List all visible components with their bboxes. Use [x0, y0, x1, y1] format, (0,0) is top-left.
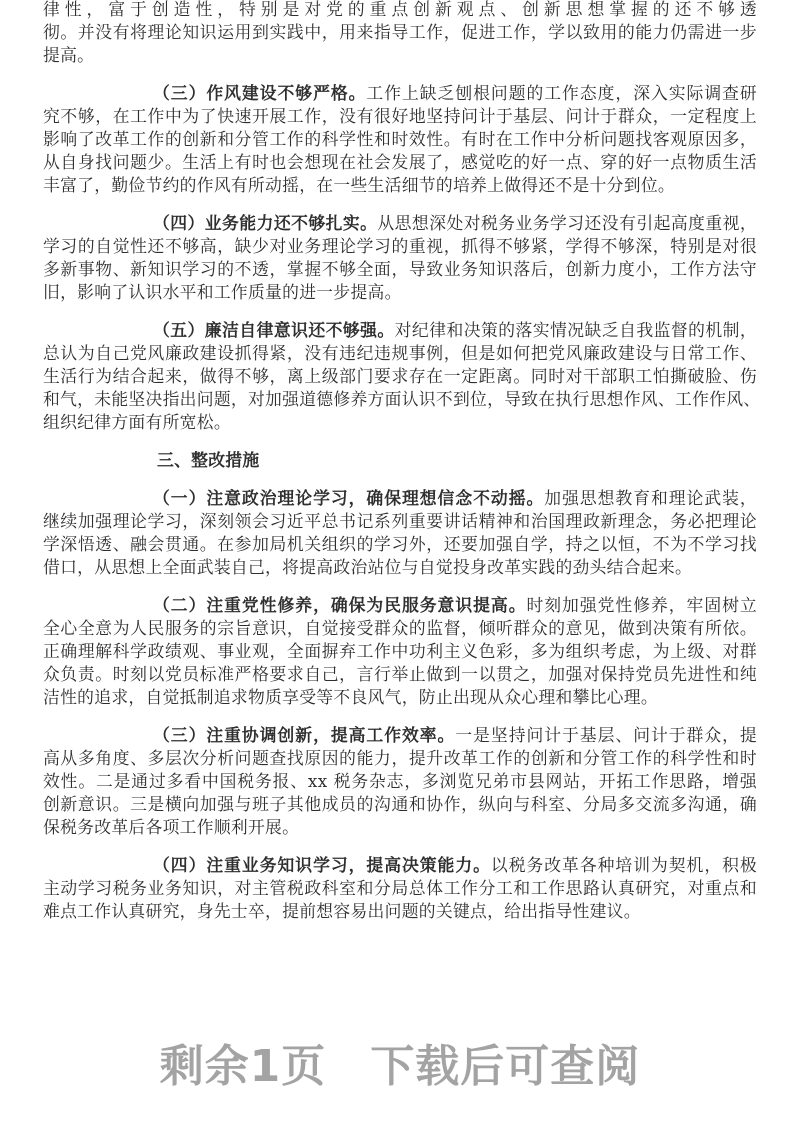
text-line [43, 724, 757, 747]
item-text: 对纪律和决策的落实情况缺乏自我监督的机制， [394, 320, 757, 340]
text-line: 借口，从思想上全面武装自己，将提高政治站位与自觉投身改革实践的劲头结合起来。 [43, 557, 693, 577]
text-line: 彻。并没有将理论知识运用到实践中，用来指导工作，促进工作，学以致用的能力仍需进一步 [43, 22, 757, 42]
item-text: 以税务改革各种培训为契机，积极 [490, 855, 757, 875]
text-line: 难点工作认真研究，身先士卒，提前想容易出问题的关键点，给出指导性建议。 [43, 901, 641, 921]
paragraph [43, 594, 757, 709]
remaining-pages-label: 剩余1页 [159, 1041, 327, 1092]
item-text: 一是坚持问计于基层、问计于群众，提 [455, 725, 757, 745]
paragraph [43, 854, 757, 923]
text-line [43, 594, 757, 617]
text-line: 究不够，在工作中为了快速开展工作，没有很好地坚持问计于基层、问计于群众，一定程度上 [43, 106, 757, 126]
download-hint-label: 下载后可查阅 [370, 1041, 641, 1092]
text-line: 律性，富于创造性，特别是对党的重点创新观点、创新思想掌握的还不够透 [43, 0, 757, 19]
paragraph [43, 212, 757, 304]
text-line: 影响了改革工作的创新和分管工作的科学性和时效性。有时在工作中分析问题找客观原因多， [43, 129, 757, 149]
paragraph [43, 319, 761, 434]
paragraph [43, 724, 757, 839]
section-heading [43, 449, 757, 472]
text-line: 继续加强理论学习，深刻领会习近平总书记系列重要讲话精神和治国理政新理念，务必把理论 [43, 511, 757, 531]
text-line: 学深悟透、融会贯通。在参加局机关组织的学习外，还要加强自学，持之以恒，不为不学习找 [43, 534, 757, 554]
text-line: 提高。 [43, 45, 95, 65]
text-line [43, 487, 757, 510]
text-line [43, 212, 757, 235]
text-line: 三、整改措施 [157, 450, 260, 470]
text-line: 主动学习税务业务知识，对主管税政科室和分局总体工作分工和工作思路认真研究，对重点和 [43, 878, 757, 898]
text-line: 总认为自己党风廉政建设抓得紧，没有违纪违规事例，但是如何把党风廉政建设与日常工作、 [43, 343, 757, 363]
text-line: 创新意识。三是横向加强与班子其他成员的沟通和协作，纵向与科室、分局多交流多沟通，确 [43, 794, 757, 814]
item-title: （一）注意政治理论学习，确保理想信念不动摇。 [153, 488, 545, 508]
item-title: （三）作风建设不够严格。 [153, 83, 367, 103]
text-line: 洁性的追求，自觉抵制追求物质享受等不良风气，防止出现从众心理和攀比心理。 [43, 687, 658, 707]
text-line: 正确理解科学政绩观、事业观，全面摒弃工作中功利主义色彩，多为组织考虑，为上级、对群 [43, 641, 757, 661]
text-line: 效性。二是通过多看中国税务报、xx 税务杂志，多浏览兄弟市县网站，开拓工作思路，增强 [43, 771, 757, 791]
item-title: （四）业务能力还不够扎实。 [153, 213, 378, 233]
text-line: 多新事物、新知识学习的不透，掌握不够全面，导致业务知识落后，创新力度小，工作方法守 [43, 259, 757, 279]
item-title: （五）廉洁自律意识还不够强。 [153, 320, 395, 340]
paragraph [43, 0, 757, 67]
text-line: 学习的自觉性还不够高，缺少对业务理论学习的重视，抓得不够紧，学得不够深，特别是对很 [43, 236, 757, 256]
paragraph [43, 487, 757, 579]
item-title: （四）注重业务知识学习，提高决策能力。 [153, 855, 491, 875]
item-text: 加强思想教育和理论武装， [544, 488, 757, 508]
text-line: 丰富了，勤俭节约的作风有所动摇，在一些生活细节的培养上做得还不是十分到位。 [43, 175, 676, 195]
text-line: 保税务改革后各项工作顺利开展。 [43, 817, 300, 837]
item-title: （三）注重协调创新，提高工作效率。 [153, 725, 456, 745]
document-body [43, 0, 761, 923]
text-line [43, 82, 757, 105]
text-line: 和气，未能坚决指出问题，对加强道德修养方面认识不到位，导致在执行思想作风、工作作风、 [43, 389, 761, 409]
text-line: 生活行为结合起来，做得不够，离上级部门要求存在一定距离。同时对干部职工怕撕破脸、伤 [43, 366, 757, 386]
item-text: 从思想深处对税务业务学习还没有引起高度重视， [377, 213, 757, 233]
download-banner[interactable] [0, 1030, 800, 1094]
item-text: 工作上缺乏刨根问题的工作态度，深入实际调查研 [366, 83, 757, 103]
text-line: 从自身找问题少。生活上有时也会想现在社会发展了，感觉吃的好一点、穿的好一点物质生活 [43, 152, 757, 172]
item-text: 时刻加强党性修养，牢固树立 [526, 595, 757, 615]
paragraph [43, 82, 757, 197]
text-line: 旧，影响了认识水平和工作质量的进一步提高。 [43, 282, 402, 302]
text-line: 组织纪律方面有所宽松。 [43, 412, 231, 432]
text-line: 众负责。时刻以党员标准严格要求自己，言行举止做到一以贯之，加强对保持党员先进性和纯 [43, 664, 757, 684]
text-line: 全心全意为人民服务的宗旨意识，自觉接受群众的监督，倾听群众的意见，做到决策有所依。 [43, 618, 757, 638]
item-title: （二）注重党性修养，确保为民服务意识提高。 [153, 595, 527, 615]
text-line: 高从多角度、多层次分析问题查找原因的能力，提升改革工作的创新和分管工作的科学性和时 [43, 748, 757, 768]
text-line [43, 319, 757, 342]
text-line [43, 854, 757, 877]
